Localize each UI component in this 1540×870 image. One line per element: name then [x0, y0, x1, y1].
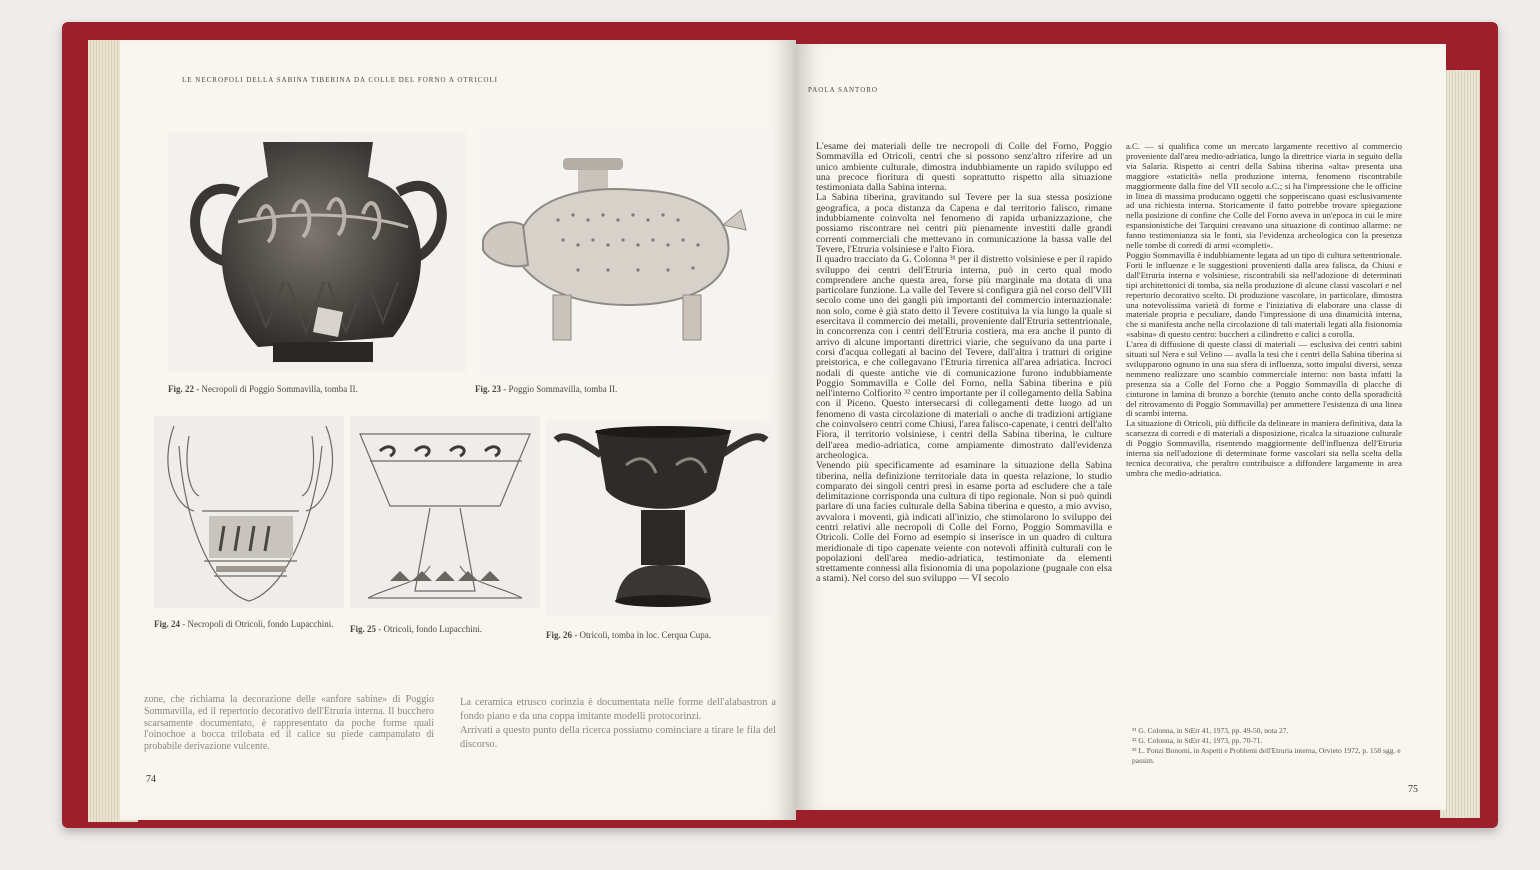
- running-head-left: LE NECROPOLI DELLA SABINA TIBERINA DA COLLE DEL FORNO A OTRICOLI: [182, 76, 498, 84]
- right-col1-para-2: La Sabina tiberina, gravitando sul Tevere per la sua stessa posizione geografica, a poca distanza da Capena e dal territorio falisco, rimane indubbiamente coinvolta nel fenomeno di rapida urbanizzazione, che possiamo riscontrare nei centri più pienamente investiti dalle grandi correnti commerciali che mettevano in comunicazione la bassa valle del Tevere, l'Etruria volsiniese e l'alto Fiora.: [816, 192, 1112, 255]
- left-page: [120, 40, 796, 820]
- right-col2-para-2: Poggio Sommavilla è indubbiamente legata ad un tipo di cultura settentrionale. Forti le influenze e le suggestioni provenienti dalla area falisca, da Chiusi e dall'Etruria interna e volsiniese, riscontrabili sia nell'adozione di determinati tipi architettonici di tomba, sia nella produzione di alcune classi vascolari e nel repertorio decorativo scelto. Di produzione vascolare, in particolare, dimostra una notevolissima varietà di forme e l'iniziativa di elaborare una classe di materiale propria e peculiare, dando l'impressione di una dinamicità interna, che si manifesta anche nella circolazione di tali materiali legati alla fisionomia «sabina» di questo centro: buccheri a cilindretto e calici a corolla.: [1126, 249, 1402, 340]
- figure-22-photo: [168, 132, 466, 372]
- figure-25-caption: Fig. 25 - Otricoli, fondo Lupacchini.: [350, 624, 482, 634]
- running-head-right: PAOLA SANTORO: [808, 86, 878, 94]
- figure-23-photo: [478, 130, 774, 376]
- right-col1-para-1: L'esame dei materiali delle tre necropoli di Colle del Forno, Poggio Sommavilla ed Otricoli, centri che si possono senz'altro riferire ad un unico ambiente culturale, dimostra indubbiamente un rapido sviluppo ed una precoce fioritura di questi soprattutto rispetto alla situazione testimoniata dalla Sabina interna.: [816, 141, 1112, 194]
- left-col1-text: zone, che richiama la decorazione delle «anfore sabine» di Poggio Sommavilla, ed il repertorio decorativo dell'Etruria interna. Il bucchero scarsamente documentato, è rappresentato da poche forme quali l'oinochoe a bocca trilobata ed il calice su piede campanulato di probabile derivazione vulcente.: [144, 694, 434, 753]
- figure-24-drawing: [154, 416, 344, 608]
- figure-23-caption: Fig. 23 - Poggio Sommavilla, tomba II.: [475, 384, 618, 394]
- right-col1-para-3: Il quadro tracciato da G. Colonna ³¹ per il distretto volsiniese e per il rapido sviluppo dei centri dell'Etruria interna, può in certo qual modo comprendere anche questa area, forse più marginale ma dotata di una particolare funzione. La valle del Tevere si configura già nel corso dell'VIII secolo come uno dei gangli più importanti del commercio internazionale: non solo, come è già stato detto il Tevere costituiva la via lungo la quale si esercitava il commercio dei metalli, proveniente dall'Etruria settentrionale, in concorrenza con i centri dell'Etruria costiera, ma era anche il punto di arrivo di alcune importanti direttrici viarie, che seguivano da una parte i corsi d'acqua collegati al bacino del Tevere, dall'altra i tratturi di origine preistorica, e che collegavano l'Etruria tirrenica all'area adriatica. Incroci nodali di queste antiche vie di comunicazione furono indubbiamente Poggio Sommavilla e Colle del Forno, nella Sabina tiberina e più nell'interno Colfiorito ³² centro importante per il collegamento della Sabina con il Piceno. Questo intersecarsi di collegamenti dette luogo ad un fenomeno di vasta circolazione di materiali o anche di tradizioni artigiane che coinvolsero centri come Chiusi, l'area falisco-capenate, i centri dell'alto Fiora, il territorio volsiniese, i centri della Sabina tiberina, le culture dell'area medio-adriatica, come ampiamente dimostrato dall'evidenza archeologica.: [816, 254, 1112, 461]
- figure-26-caption: Fig. 26 - Otricoli, tomba in loc. Cerqua Cupa.: [546, 630, 711, 640]
- right-col2-para-4: La situazione di Otricoli, più difficile da delineare in maniera definitiva, data la scarsezza di corredi e di materiali a disposizione, ricalca la situazione culturale di Poggio Sommavilla, risentendo maggiormente dell'influenza dell'Etruria interna sia nell'adozione di determinate forme vascolari sia nella scelta della tecnica decorativa, che peraltro contribuisce a diffondere largamente in area umbra che medio-adriatica.: [1126, 418, 1402, 478]
- figure-22-caption: Fig. 22 - Necropoli di Poggio Sommavilla, tomba II.: [168, 384, 358, 394]
- page-edges-right: [1440, 70, 1480, 818]
- figure-24-caption: Fig. 24 - Necropoli di Otricoli, fondo Lupacchini.: [154, 619, 334, 629]
- footnotes: [1132, 726, 1414, 766]
- page-number-left: 74: [146, 774, 156, 785]
- footnote-32: ³² G. Colonna, in StEtr 41, 1973, pp. 70-71.: [1132, 736, 1263, 745]
- left-col2-para-2: Arrivati a questo punto della ricerca possiamo cominciare a tirare le fila del discorso.: [460, 725, 776, 750]
- figure-25-drawing: [350, 416, 540, 608]
- footnote-33: ³³ L. Ponzi Bonomi, in Aspetti e Problemi dell'Etruria interna, Orvieto 1972, p. 158 sgg. e passim.: [1132, 746, 1401, 765]
- left-col2-para-1: La ceramica etrusco corinzia è documentata nelle forme dell'alabastron a fondo piano e da una coppa imitante modelli protocorinzi.: [460, 697, 776, 722]
- left-col2-text: [460, 696, 776, 752]
- right-col2-text: [1126, 142, 1402, 479]
- right-col2-para-3: L'area di diffusione di queste classi di materiali — esclusiva dei centri sabini situati sul Nera e sul Velino — avalla la tesi che i centri della Sabina tiberina si svilupparono ognuno in una sua sfera di influenza, sotto impulsi diversi, senza nemmeno realizzare uno scambio commerciale interno: non basta infatti la presenza sia a Colle del Forno che a Poggio Sommavilla di placche di cinturone in lamina di bronzo a borchie (tenuto anche conto della sporadicità del ritrovamento di Poggio Sommavilla) per ammettere l'esistenza di una linea di scambi interna.: [1126, 339, 1402, 419]
- right-col1-text: [816, 142, 1112, 585]
- right-col2-para-1: a.C. — si qualifica come un mercato largamente recettivo al commercio proveniente dall'area medio-adriatica, lungo la direttrice viaria in seguito della via Salaria. Rispetto ai centri della Sabina tiberina «alta» presenta una maggiore «staticità» nella produzione interna, fenomeno riscontrabile maggiormente dalla fine del VII secolo a.C.; si ha l'impressione che le officine in linea di massima producano oggetti che sopperiscano quasi esclusivamente ad una richiesta interna. Storicamente il fatto potrebbe trovare spiegazione nella posizione di confine che Colle del Forno aveva in un'epoca in cui le mire espansionistiche dei Tarquini creavano una situazione di continuo allarme: ne fanno testimonianza sia le fonti, sia l'evidenza archeologica con la presenza nelle tombe di corredi di armi «completi».: [1126, 141, 1402, 251]
- right-col1-para-4: Venendo più specificamente ad esaminare la situazione della Sabina tiberina, nella definizione territoriale data in questa relazione, lo studio comparato dei singoli centri presi in esame porta ad escludere che a tale delimitazione corrisponda una cultura di tipo regionale. Non si può quindi parlare di una facies culturale della Sabina tiberina e questo, a mio avviso, avvalora i moventi, già indicati all'inizio, che stimolarono lo sviluppo dei centri relativi alle necropoli di Colle del Forno, Poggio Sommavilla e Otricoli. Colle del Forno ad esempio si inserisce in un quadro di cultura meridionale di tipo capenate veiente con notevoli affinità culturali con le popolazioni dell'area medio-adriatica, testimoniate da elementi strettamente connessi alla fisionomia di una popolazione (pugnale con elsa a stami). Nel corso del suo sviluppo — VI secolo: [816, 460, 1112, 585]
- page-number-right: 75: [1408, 784, 1418, 795]
- footnote-31: ³¹ G. Colonna, in StEtr 41, 1973, pp. 49-50, nota 27.: [1132, 726, 1289, 735]
- right-page: [796, 44, 1446, 810]
- figure-26-photo: [546, 420, 776, 616]
